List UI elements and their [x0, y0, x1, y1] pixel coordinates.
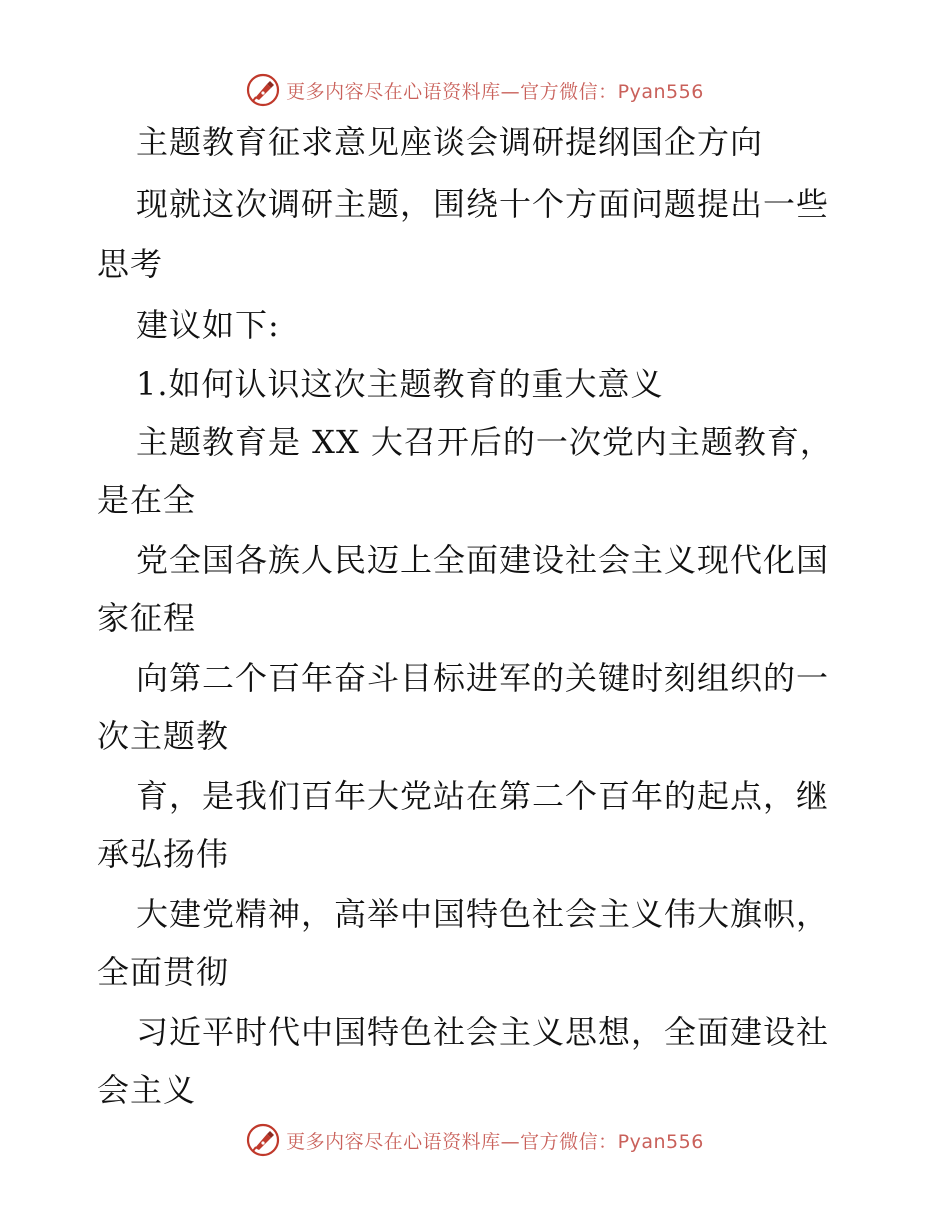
- paragraph-line: 家征程: [97, 599, 197, 637]
- document-title: 主题教育征求意见座谈会调研提纲国企方向: [136, 123, 764, 161]
- fountain-pen-nib-icon: [246, 1123, 280, 1157]
- banner-text: 更多内容尽在心语资料库—官方微信：Pyan556: [286, 80, 704, 103]
- paragraph-line: 建议如下:: [136, 306, 280, 344]
- paragraph-line: 党全国各族人民迈上全面建设社会主义现代化国: [136, 541, 830, 579]
- fountain-pen-nib-icon: [246, 73, 280, 107]
- paragraph-line: 习近平时代中国特色社会主义思想，全面建设社: [136, 1013, 830, 1051]
- paragraph-line: 次主题教: [97, 717, 230, 755]
- paragraph-line: 承弘扬伟: [97, 835, 230, 873]
- paragraph-line: 大建党精神，高举中国特色社会主义伟大旗帜，: [136, 895, 830, 933]
- paragraph-line: 主题教育是 XX 大召开后的一次党内主题教育，: [136, 423, 833, 461]
- section-heading: 1.如何认识这次主题教育的重大意义: [136, 365, 664, 403]
- paragraph-line: 是在全: [97, 481, 197, 519]
- paragraph-line: 向第二个百年奋斗目标进军的关键时刻组织的一: [136, 659, 830, 697]
- header-banner: [0, 70, 950, 110]
- paragraph-line: 会主义: [97, 1071, 197, 1109]
- paragraph-line: 育，是我们百年大党站在第二个百年的起点，继: [136, 777, 830, 815]
- paragraph-line: 全面贯彻: [97, 953, 230, 991]
- paragraph-line: 现就这次调研主题，围绕十个方面问题提出一些: [136, 185, 830, 223]
- banner-text: 更多内容尽在心语资料库—官方微信：Pyan556: [286, 1130, 704, 1153]
- footer-banner: [0, 1120, 950, 1160]
- paragraph-line: 思考: [97, 245, 164, 283]
